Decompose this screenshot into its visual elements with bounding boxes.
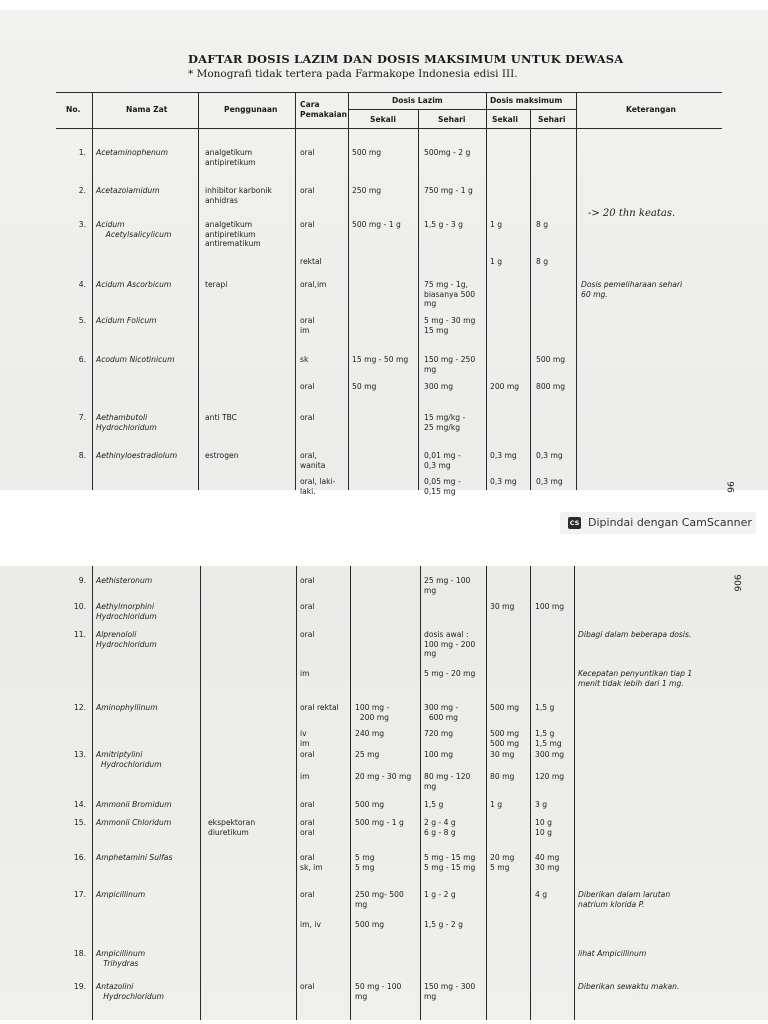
cell-l2: 500mg - 2 g: [424, 148, 471, 157]
cell-nama: Acidum Acetylsalicylicum: [96, 220, 172, 239]
cell-guna: estrogen: [205, 451, 239, 460]
cell-l1: 5 mg 5 mg: [355, 853, 375, 872]
cell-m1: 1 g: [490, 220, 503, 229]
cell-nama: Aminophyllinum: [96, 703, 158, 712]
cell-cara: im, iv: [300, 920, 321, 929]
cell-m2: 8 g: [536, 257, 549, 266]
cell-no: 18.: [73, 949, 86, 958]
cell-guna: inhibitor karbonik anhidras: [205, 186, 272, 205]
cell-l2: 5 mg - 15 mg 5 mg - 15 mg: [424, 853, 476, 872]
cell-l2: 1,5 g: [424, 800, 444, 809]
header-max-sekali: Sekali: [492, 115, 518, 124]
cell-l1: 20 mg - 30 mg: [355, 772, 412, 781]
cell-m2: 300 mg: [535, 750, 565, 759]
cell-l1: 500 mg - 1 g: [355, 818, 404, 827]
cell-l2: 300 mg: [424, 382, 454, 391]
cell-no: 14.: [73, 800, 86, 809]
cell-l2: 1,5 g - 2 g: [424, 920, 463, 929]
cell-cara: oral: [300, 982, 315, 991]
cell-no: 17.: [73, 890, 86, 899]
cell-l1: 50 mg - 100 mg: [355, 982, 402, 1001]
cell-no: 10.: [73, 602, 86, 611]
header-keterangan: Keterangan: [626, 105, 676, 114]
cell-cara: sk: [300, 355, 309, 364]
cell-l1: 25 mg: [355, 750, 380, 759]
cell-no: 3.: [78, 220, 86, 229]
cell-no: 4.: [78, 280, 86, 289]
cell-m2: 3 g: [535, 800, 548, 809]
cell-m2: 500 mg: [536, 355, 566, 364]
cell-no: 16.: [73, 853, 86, 862]
cell-ket: Dosis pemeliharaan sehari 60 mg.: [581, 280, 683, 299]
header-lazim-sekali: Sekali: [370, 115, 396, 124]
cell-l1: 15 mg - 50 mg: [352, 355, 409, 364]
cell-m2: 0,3 mg: [536, 451, 563, 460]
cell-m2: 4 g: [535, 890, 548, 899]
cell-no: 13.: [73, 750, 86, 759]
cell-cara: rektal: [300, 257, 322, 266]
header-lazim-sehari: Sehari: [438, 115, 466, 124]
cell-m1: 30 mg: [490, 750, 515, 759]
cell-ket: Kecepatan penyuntikan tiap 1 menit tidak lebih dari 1 mg.: [578, 669, 693, 688]
cell-m1: 1 g: [490, 800, 503, 809]
cell-cara: oral: [300, 890, 315, 899]
cell-cara: oral: [300, 220, 315, 229]
cell-m1: 200 mg: [490, 382, 520, 391]
cell-cara: oral: [300, 800, 315, 809]
cell-l2: 100 mg: [424, 750, 454, 759]
header-no: No.: [66, 105, 81, 114]
cell-cara: oral rektal: [300, 703, 339, 712]
cell-l2: 2 g - 4 g 6 g - 8 g: [424, 818, 456, 837]
cell-no: 15.: [73, 818, 86, 827]
cell-no: 2.: [78, 186, 86, 195]
cell-l1: 500 mg: [355, 920, 385, 929]
cell-m2: 10 g 10 g: [535, 818, 552, 837]
cell-no: 5.: [78, 316, 86, 325]
cell-l1: 500 mg: [355, 800, 385, 809]
document-subtitle: * Monografi tidak tertera pada Farmakope Indonesia edisi III.: [188, 68, 518, 80]
cell-l2: 150 mg - 300 mg: [424, 982, 476, 1001]
cell-cara: iv im: [300, 729, 310, 748]
cell-guna: ekspektoran diuretikum: [208, 818, 256, 837]
cell-no: 8.: [78, 451, 86, 460]
camscanner-watermark: [560, 512, 756, 534]
cell-no: 7.: [78, 413, 86, 422]
cell-nama: Acodum Nicotinicum: [96, 355, 175, 364]
cell-nama: Aethisteronum: [96, 576, 153, 585]
document-title: DAFTAR DOSIS LAZIM DAN DOSIS MAKSIMUM UNTUK DEWASA: [188, 52, 624, 66]
cell-m2: 8 g: [536, 220, 549, 229]
cell-l2: 150 mg - 250 mg: [424, 355, 476, 374]
cell-guna: anti TBC: [205, 413, 237, 422]
cell-l2: 75 mg - 1g, biasanya 500 mg: [424, 280, 476, 308]
page-number: 906: [731, 574, 742, 592]
cell-cara: oral,im: [300, 280, 327, 289]
cell-l2: 1 g - 2 g: [424, 890, 456, 899]
cell-m2: 1,5 g 1,5 mg: [535, 729, 562, 748]
cell-m1: 500 mg 500 mg: [490, 729, 520, 748]
cell-cara: oral oral: [300, 818, 315, 837]
cell-nama: Aethylmorphini Hydrochloridum: [96, 602, 157, 621]
cell-cara: oral, laki- laki.: [300, 477, 336, 496]
cell-l1: 100 mg - 200 mg: [355, 703, 390, 722]
cell-nama: Alprenololi Hydrochloridum: [96, 630, 157, 649]
camscanner-label: Dipindai dengan CamScanner: [588, 516, 752, 529]
cell-no: 1.: [78, 148, 86, 157]
cell-guna: analgetikum antipiretikum antirematikum: [205, 220, 261, 248]
cell-l2: 15 mg/kg - 25 mg/kg: [424, 413, 466, 432]
cell-nama: Acetazolamidum: [96, 186, 160, 195]
header-nama-zat: Nama Zat: [126, 105, 168, 114]
cell-l2: 0,05 mg - 0,15 mg: [424, 477, 461, 496]
cell-m1: 0,3 mg: [490, 477, 517, 486]
cell-nama: Ampicillinum Trihydras: [96, 949, 146, 968]
cell-l2: 1,5 g - 3 g: [424, 220, 463, 229]
header-max-sehari: Sehari: [538, 115, 566, 124]
cell-nama: Acidum Folicum: [96, 316, 157, 325]
cell-cara: oral im: [300, 316, 315, 335]
cell-cara: oral: [300, 576, 315, 585]
header-dosis-maksimum: Dosis maksimum: [490, 96, 563, 105]
cell-ket: Dibagi dalam beberapa dosis.: [578, 630, 692, 639]
cell-no: 12.: [73, 703, 86, 712]
cell-m2: 0,3 mg: [536, 477, 563, 486]
cell-nama: Ampicillinum: [96, 890, 146, 899]
cell-m1: 20 mg 5 mg: [490, 853, 515, 872]
cell-m2: 40 mg 30 mg: [535, 853, 560, 872]
cell-l2: 25 mg - 100 mg: [424, 576, 471, 595]
cell-no: 9.: [78, 576, 86, 585]
cell-l1: 250 mg- 500 mg: [355, 890, 404, 909]
cell-cara: oral: [300, 602, 315, 611]
header-cara-pemakaian: Cara Pemakaian: [300, 100, 348, 119]
cell-cara: oral: [300, 186, 315, 195]
cell-nama: Ammonii Chloridum: [96, 818, 172, 827]
cell-nama: Antazolini Hydrochloridum: [96, 982, 165, 1001]
cell-l1: 240 mg: [355, 729, 385, 738]
cell-cara: im: [300, 772, 310, 781]
cell-l2: 5 mg - 20 mg: [424, 669, 476, 678]
cell-cara: oral: [300, 630, 315, 639]
cell-l1: 500 mg: [352, 148, 382, 157]
cell-m1: 30 mg: [490, 602, 515, 611]
cell-cara: oral, wanita: [300, 451, 326, 470]
cell-cara: oral: [300, 750, 315, 759]
cell-ket: lihat Ampicillinum: [578, 949, 647, 958]
camscanner-logo-icon: CS: [569, 519, 580, 527]
cell-ket: Diberikan sewaktu makan.: [578, 982, 680, 991]
cell-nama: Aethambutoli Hydrochloridum: [96, 413, 157, 432]
header-penggunaan: Penggunaan: [224, 105, 278, 114]
cell-l1: 250 mg: [352, 186, 382, 195]
handwritten-note: -> 20 thn keatas.: [588, 208, 676, 219]
cell-m2: 800 mg: [536, 382, 566, 391]
cell-no: 19.: [73, 982, 86, 991]
cell-l2: 300 mg - 600 mg: [424, 703, 459, 722]
cell-nama: Amphetamini Sulfas: [96, 853, 173, 862]
cell-nama: Aethinyloestradiolum: [96, 451, 178, 460]
cell-m1: 500 mg: [490, 703, 520, 712]
scanned-page-1: [0, 10, 768, 496]
cell-cara: oral: [300, 148, 315, 157]
cell-m2: 1,5 g: [535, 703, 555, 712]
page-number: 96: [724, 481, 735, 493]
cell-l2: 80 mg - 120 mg: [424, 772, 471, 791]
cell-m2: 100 mg: [535, 602, 565, 611]
cell-m1: 80 mg: [490, 772, 515, 781]
cell-cara: oral sk, im: [300, 853, 323, 872]
cell-l2: 5 mg - 30 mg 15 mg: [424, 316, 476, 335]
cell-m2: 120 mg: [535, 772, 565, 781]
cell-l1: 500 mg - 1 g: [352, 220, 401, 229]
cell-guna: analgetikum antipiretikum: [205, 148, 256, 167]
cell-no: 11.: [73, 630, 86, 639]
cell-l2: 0,01 mg - 0,3 mg: [424, 451, 461, 470]
cell-guna: terapi: [205, 280, 228, 289]
cell-nama: Ammonii Bromidum: [96, 800, 172, 809]
cell-ket: Diberikan dalam larutan natrium klorida P.: [578, 890, 671, 909]
cell-cara: oral: [300, 413, 315, 422]
header-dosis-lazim: Dosis Lazim: [392, 96, 443, 105]
cell-l2: 720 mg: [424, 729, 454, 738]
cell-l2: dosis awal : 100 mg - 200 mg: [424, 630, 476, 658]
cell-l2: 750 mg - 1 g: [424, 186, 473, 195]
cell-cara: oral: [300, 382, 315, 391]
cell-nama: Amitriptylini Hydrochloridum: [96, 750, 162, 769]
cell-l1: 50 mg: [352, 382, 377, 391]
cell-nama: Acetaminophenum: [96, 148, 168, 157]
cell-no: 6.: [78, 355, 86, 364]
scanned-page-2: [0, 566, 768, 1020]
cell-nama: Acidum Ascorbicum: [96, 280, 172, 289]
cell-m1: 0,3 mg: [490, 451, 517, 460]
cell-m1: 1 g: [490, 257, 503, 266]
cell-cara: im: [300, 669, 310, 678]
